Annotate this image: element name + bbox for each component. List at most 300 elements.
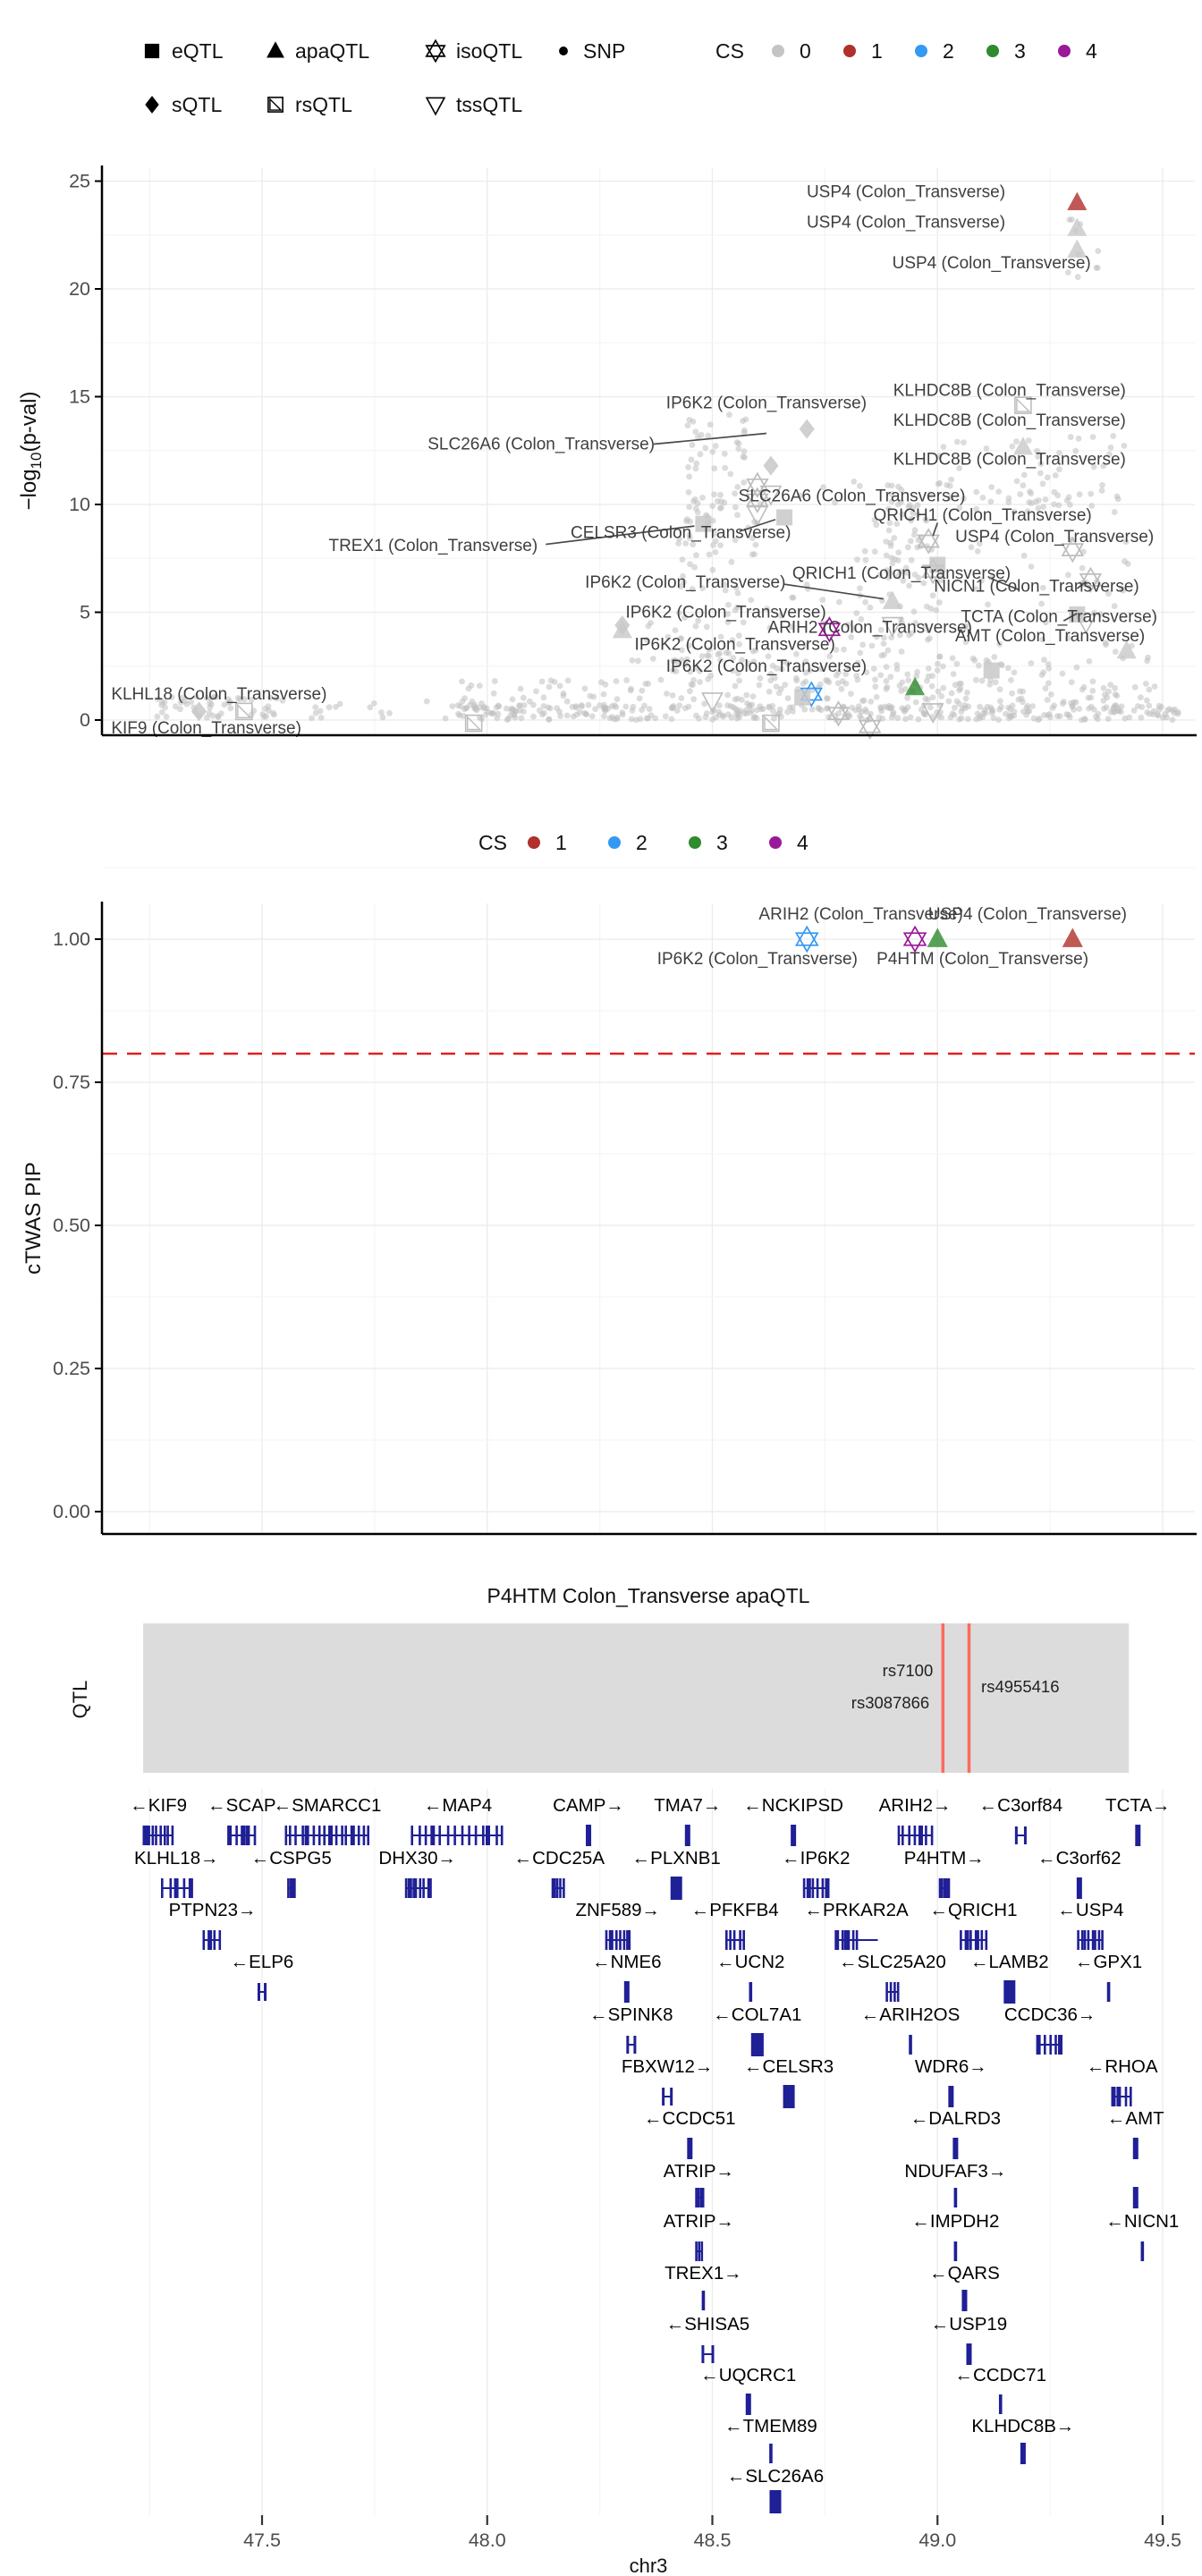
gene-model	[695, 2188, 704, 2207]
snp-point	[732, 490, 738, 496]
gene-exon	[746, 2394, 751, 2415]
gene-exon	[812, 1878, 815, 1898]
snp-point	[747, 703, 753, 709]
snp-point	[1009, 444, 1015, 450]
snp-point	[623, 677, 630, 683]
gene-exon	[287, 1878, 290, 1898]
gene-annotation: SLC26A6 (Colon_Transverse)	[738, 487, 966, 506]
gene-model	[605, 1930, 631, 1950]
snp-point	[510, 697, 516, 703]
snp-point	[940, 685, 946, 691]
snp-point	[751, 714, 758, 720]
gene-exon	[1133, 2138, 1139, 2159]
gene-exon	[931, 1826, 934, 1845]
gene-model	[203, 1930, 222, 1950]
gene-label: ZNF589→	[575, 1900, 661, 1920]
snp-point	[583, 711, 589, 717]
gene-label: CAMP→	[553, 1795, 624, 1816]
snp-point	[995, 716, 1002, 723]
snp-point	[895, 557, 902, 564]
path	[270, 99, 281, 110]
snp-point	[1093, 714, 1099, 720]
snp-point	[1139, 715, 1145, 721]
gene-exon	[264, 1983, 267, 2001]
snp-point	[749, 551, 756, 557]
snp-point	[824, 695, 830, 701]
snp-point	[899, 648, 905, 655]
snp-point	[690, 677, 697, 683]
snp-point	[949, 691, 955, 697]
snp-point	[507, 713, 513, 719]
snp-point	[484, 706, 490, 712]
gene-annotation: USP4 (Colon_Transverse)	[927, 905, 1128, 924]
snp-point	[1095, 265, 1101, 271]
cs-legend-label: 4	[797, 831, 808, 854]
gene-exon	[687, 2138, 692, 2159]
snp-point	[521, 708, 527, 715]
y-tick-label: 10	[69, 494, 90, 515]
gene-exon	[952, 2138, 958, 2159]
gene-label: ←CSPG5	[250, 1848, 332, 1868]
snp-point	[954, 439, 961, 445]
gene-label: ←ARIH2OS	[860, 2004, 961, 2025]
gene-exon	[1024, 1826, 1027, 1844]
snp-point	[1090, 434, 1096, 440]
gene-annotation: KLHDC8B (Colon_Transverse)	[893, 381, 1126, 401]
snp-point	[753, 542, 759, 548]
snp-point	[1118, 709, 1124, 716]
gene-exon	[559, 1878, 562, 1898]
snp-point	[908, 715, 914, 721]
gene-exon	[939, 1878, 944, 1898]
snp-point	[871, 665, 877, 672]
gene-track-panel	[0, 1565, 1202, 2576]
snp-point	[609, 714, 615, 720]
gene-exon	[948, 2086, 953, 2107]
snp-point	[952, 705, 958, 711]
gene-annotation: TCTA (Colon_Transverse)	[961, 607, 1158, 627]
snp-point	[793, 678, 800, 684]
snp-point	[1104, 704, 1110, 710]
snp-point	[868, 699, 874, 705]
snp-point	[639, 707, 645, 713]
gene-exon	[701, 2345, 704, 2363]
gene-label: ←CCDC71	[954, 2365, 1047, 2385]
snp-point	[1005, 705, 1012, 711]
gene-annotation: USP4 (Colon_Transverse)	[806, 182, 1006, 202]
snp-point	[663, 713, 669, 719]
legend-tssQTL-icon	[427, 97, 444, 114]
snp-point	[1060, 700, 1066, 707]
snp-point	[711, 491, 717, 497]
gene-exon	[914, 1826, 917, 1845]
gene-exon	[203, 1930, 206, 1950]
gene-exon	[965, 1930, 969, 1950]
snp-point	[741, 428, 748, 434]
gene-exon	[1077, 1877, 1082, 1899]
snp-point	[1036, 497, 1042, 504]
snp-point	[936, 654, 943, 660]
y-axis-title: cTWAS PIP	[21, 1162, 46, 1275]
gene-exon	[1092, 1930, 1095, 1950]
snp-point	[750, 693, 757, 699]
snp-point	[935, 667, 941, 674]
snp-point	[898, 688, 904, 694]
gene-exon	[245, 1826, 250, 1845]
snp-point	[997, 698, 1003, 704]
snp-point	[961, 439, 967, 445]
snp-point	[1066, 712, 1072, 718]
snp-point	[916, 716, 922, 723]
snp-point	[956, 701, 962, 708]
gene-exon	[1049, 2035, 1052, 2055]
gene-exon	[609, 1930, 614, 1950]
snp-point	[906, 583, 912, 589]
gene-label: ←USP4	[1057, 1900, 1124, 1920]
snp-point	[557, 713, 563, 719]
snp-point	[586, 702, 592, 708]
snp-point	[1057, 713, 1063, 719]
qtl-region-bar	[143, 1623, 1129, 1773]
shape-legend	[145, 39, 1097, 116]
gene-exon	[408, 1878, 412, 1898]
snp-point	[1053, 472, 1059, 479]
snp-point	[689, 456, 695, 462]
snp-point	[207, 710, 213, 716]
snp-point	[579, 702, 585, 708]
gene-exon	[769, 2444, 773, 2463]
gene-model	[702, 2291, 706, 2310]
snp-point	[686, 489, 692, 496]
snp-point	[1071, 699, 1077, 706]
snp-point	[1020, 699, 1026, 705]
snp-point	[859, 709, 865, 716]
gene-model	[687, 2138, 692, 2159]
path	[904, 927, 926, 945]
gene-exon	[999, 2394, 1003, 2414]
snp-point	[449, 703, 455, 709]
snp-point	[707, 421, 714, 428]
snp-point	[491, 710, 497, 716]
snp-point	[888, 555, 894, 561]
gene-model	[1015, 1826, 1027, 1844]
legend-isoQTL-icon	[427, 40, 444, 61]
gene-label: ←LAMB2	[969, 1952, 1049, 1972]
legend-sQTL-icon	[145, 96, 158, 114]
gene-exon	[1044, 2035, 1046, 2055]
snp-point	[732, 697, 739, 703]
gene-exon	[318, 1826, 321, 1845]
cs-1-dot	[843, 45, 856, 57]
snp-point	[704, 710, 710, 716]
gene-exon	[214, 1930, 216, 1950]
gene-label: ←MAP4	[423, 1795, 493, 1816]
gene-label: WDR6→	[914, 2056, 987, 2077]
snp-point	[1017, 491, 1023, 497]
y-tick-label: 0	[80, 709, 90, 731]
gene-exon	[586, 1825, 591, 1846]
path	[427, 46, 444, 62]
snp-point	[817, 682, 824, 688]
snp-point	[477, 682, 483, 689]
snp-point	[722, 500, 728, 506]
cs-0-dot	[772, 45, 784, 57]
gene-exon-box	[751, 2033, 764, 2056]
snp-point	[885, 648, 892, 654]
snp-point	[715, 498, 721, 504]
snp-point	[1028, 564, 1035, 570]
gene-exon	[908, 1826, 910, 1845]
snp-point	[734, 512, 741, 518]
gene-exon	[293, 1878, 296, 1898]
snp-point	[495, 703, 502, 709]
snp-point	[717, 542, 724, 548]
gene-model	[725, 1930, 745, 1950]
gene-annotation: IP6K2 (Colon_Transverse)	[634, 635, 835, 655]
leader-line	[784, 584, 884, 598]
snp-point	[614, 696, 621, 702]
cs-legend-label: 3	[1014, 39, 1026, 63]
gene-exon	[698, 2241, 700, 2261]
gene-label: ←NME6	[592, 1952, 662, 1972]
snp-point	[732, 683, 739, 690]
snp-point	[741, 448, 748, 454]
snp-point	[736, 678, 742, 684]
gene-model	[1003, 1980, 1015, 2004]
gene-exon	[313, 1826, 316, 1845]
legend-SNP-icon	[559, 47, 568, 55]
snp-point	[954, 661, 961, 667]
snp-point	[1069, 679, 1075, 685]
gene-exon	[885, 1982, 888, 2002]
gene-model	[954, 2241, 958, 2261]
gene-exon	[258, 1983, 260, 2001]
gene-label: ←IMPDH2	[911, 2211, 1000, 2232]
snp-point	[541, 694, 547, 700]
snp-point	[463, 705, 470, 711]
gene-label: PTPN23→	[168, 1900, 257, 1920]
snp-point	[1095, 248, 1101, 254]
x-tick-label: 49.0	[918, 2529, 957, 2551]
snp-point	[886, 528, 893, 534]
gene-annotation: USP4 (Colon_Transverse)	[955, 528, 1155, 547]
snp-point	[1021, 472, 1028, 479]
gene-exon	[1020, 2443, 1026, 2464]
snp-point	[774, 683, 780, 690]
snp-point	[424, 699, 430, 705]
snp-point	[1101, 698, 1107, 704]
snp-point	[854, 556, 860, 563]
cs-4-dot	[769, 836, 782, 849]
gene-label: ←DALRD3	[910, 2108, 1002, 2129]
snp-point	[736, 714, 742, 720]
gene-annotation: ARIH2 (Colon_Transverse)	[767, 618, 972, 638]
snp-point	[950, 656, 956, 662]
snp-point	[443, 716, 449, 722]
snp-point	[690, 419, 697, 425]
snp-point	[541, 710, 547, 716]
gene-model	[626, 2036, 636, 2054]
snp-point	[741, 454, 748, 461]
snp-point	[698, 451, 704, 457]
snp-point	[927, 704, 934, 710]
snp-point	[1014, 479, 1020, 485]
legend-label: rsQTL	[295, 93, 352, 116]
gene-label: ←QARS	[929, 2263, 1000, 2284]
snp-point	[787, 705, 793, 711]
cs-4-dot	[1058, 45, 1071, 57]
eQTL-marker	[984, 663, 1000, 679]
gene-label: ←IP6K2	[782, 1848, 851, 1868]
snp-point	[816, 705, 822, 711]
gene-exon	[701, 2241, 704, 2261]
snp-point	[669, 716, 675, 723]
path	[796, 927, 817, 945]
snp-point	[1126, 715, 1132, 721]
gene-exon	[791, 1825, 796, 1846]
snp-point	[889, 715, 895, 721]
gene-exon	[975, 1930, 979, 1950]
snp-point	[983, 709, 989, 716]
gene-exon	[482, 1826, 485, 1845]
gene-model	[1107, 1982, 1111, 2002]
gene-model	[783, 2085, 795, 2108]
snp-point	[1079, 565, 1086, 572]
gene-exon	[419, 1878, 422, 1898]
snp-point	[905, 677, 911, 683]
gene-model	[405, 1878, 432, 1898]
gene-exon	[670, 2088, 673, 2106]
snp-point	[856, 703, 862, 709]
gene-exon	[725, 1930, 728, 1950]
gene-exon	[285, 1826, 288, 1845]
gene-model	[227, 1826, 256, 1845]
eQTL-marker	[794, 690, 810, 706]
gene-exon	[1107, 1982, 1111, 2002]
gene-exon-box	[1003, 1980, 1015, 2004]
snp-point	[709, 716, 715, 723]
snp-point	[964, 690, 970, 696]
snp-point	[1017, 688, 1023, 694]
snp-point	[948, 477, 954, 483]
snp-point	[857, 585, 863, 591]
gene-exon	[161, 1878, 164, 1898]
gene-label: ←NCKIPSD	[743, 1795, 843, 1816]
legend-apaQTL-icon	[267, 41, 284, 57]
snp-point	[904, 695, 910, 701]
snp-point	[1091, 707, 1097, 713]
snp-point	[857, 650, 863, 657]
snp-point	[926, 665, 932, 672]
snp-point	[582, 685, 588, 691]
snp-point	[1006, 496, 1012, 502]
gene-annotation: IP6K2 (Colon_Transverse)	[665, 657, 868, 676]
snp-point	[988, 498, 995, 504]
snp-point	[909, 557, 915, 564]
gene-exon	[166, 1826, 169, 1845]
path	[904, 933, 926, 951]
snp-point	[478, 700, 485, 707]
snp-point	[727, 471, 733, 478]
snp-point	[1026, 437, 1032, 444]
snp-point	[940, 664, 946, 670]
gene-exon	[624, 1981, 630, 2003]
snp-point	[1138, 694, 1144, 700]
snp-point	[326, 704, 333, 710]
gene-model	[1133, 2187, 1139, 2208]
gene-exon	[1094, 1930, 1096, 1950]
gene-exon	[425, 1826, 427, 1845]
gene-model	[961, 2290, 967, 2311]
snp-point	[1082, 716, 1088, 723]
gene-annotation: SLC26A6 (Colon_Transverse)	[427, 435, 656, 454]
snp-point	[985, 601, 991, 607]
snp-point	[938, 693, 944, 699]
snp-point	[741, 479, 747, 486]
y-tick-label: 15	[69, 386, 90, 408]
snp-point	[693, 465, 699, 471]
gene-model	[960, 1930, 987, 1950]
x-tick-label: 49.5	[1144, 2529, 1181, 2551]
snp-point	[851, 479, 857, 485]
gene-label: ←SPINK8	[589, 2004, 673, 2025]
gene-annotation: USP4 (Colon_Transverse)	[806, 213, 1006, 233]
gridlines	[149, 1789, 1163, 2515]
gene-label: ATRIP→	[663, 2211, 735, 2232]
snp-point	[1099, 482, 1105, 488]
snp-point	[690, 442, 696, 448]
snp-point	[1045, 681, 1052, 687]
snp-point	[868, 605, 874, 611]
gene-exon	[453, 1826, 456, 1845]
y-tick-label: 5	[80, 601, 90, 623]
gene-exon	[430, 1826, 435, 1845]
snp-point	[869, 643, 876, 649]
snp-point	[491, 691, 497, 697]
snp-point	[791, 595, 797, 601]
gene-exon	[1112, 2087, 1116, 2106]
snp-point	[975, 710, 981, 716]
snp-point	[458, 703, 464, 709]
snp-point	[552, 679, 558, 685]
snp-point	[925, 697, 931, 703]
snp-point	[1037, 470, 1044, 477]
gene-model	[769, 2444, 773, 2463]
gene-exon	[902, 1826, 904, 1845]
gene-label: ←SLC25A20	[839, 1952, 946, 1972]
gene-model	[939, 1878, 951, 1898]
snp-point	[963, 696, 969, 702]
snp-point	[823, 677, 829, 683]
snp-point	[685, 464, 691, 470]
gene-exon	[552, 1878, 556, 1898]
gene-model	[952, 2138, 958, 2159]
snp-point	[690, 696, 697, 702]
snp-point	[704, 623, 710, 630]
snp-point	[546, 684, 553, 691]
snp-rsid-label: rs3087866	[851, 1693, 930, 1712]
snp-point	[836, 599, 842, 606]
gene-exon	[842, 1930, 844, 1950]
gene-label: ←SMARCC1	[273, 1795, 382, 1816]
snp-point	[938, 715, 944, 721]
gene-exon	[155, 1826, 157, 1845]
gene-exon	[422, 1878, 425, 1898]
gene-model	[586, 1825, 591, 1846]
gene-exon	[848, 1930, 851, 1950]
gene-exon	[174, 1878, 179, 1898]
gene-label: ←NICN1	[1105, 2211, 1180, 2232]
